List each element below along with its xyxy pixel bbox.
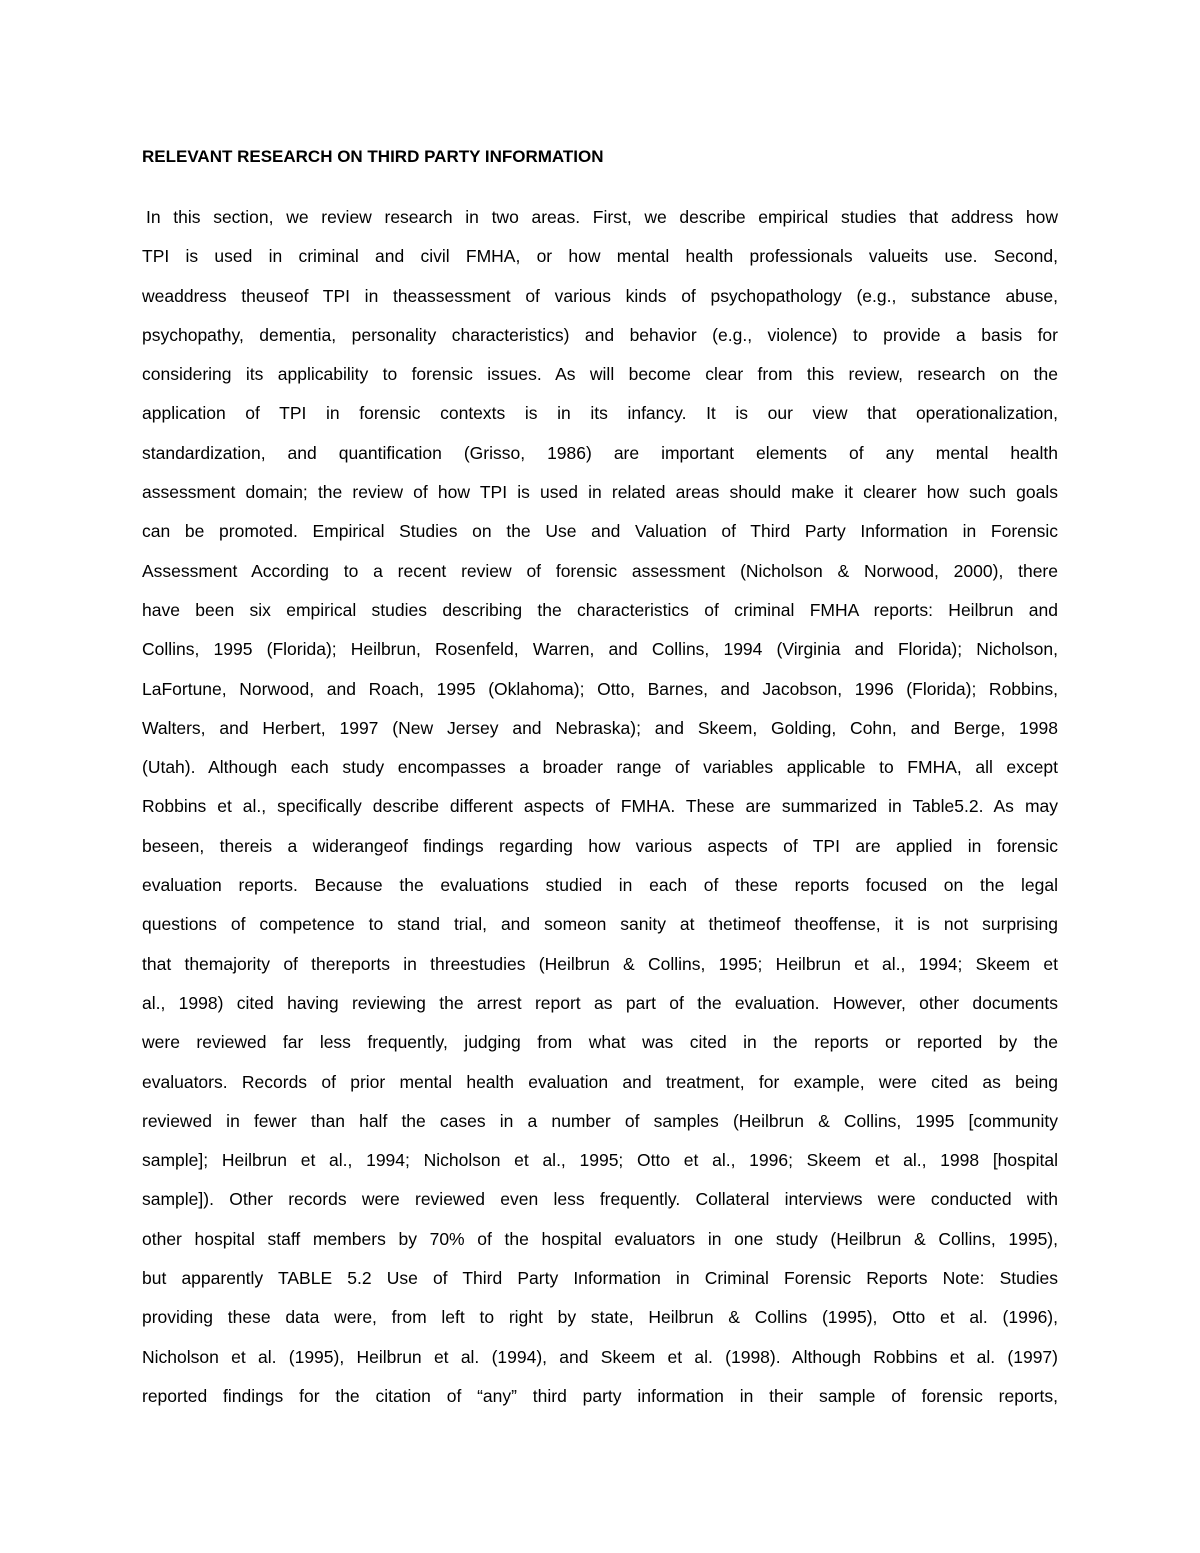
section-heading: RELEVANT RESEARCH ON THIRD PARTY INFORMATION (142, 147, 604, 166)
body-text (142, 198, 1058, 1416)
text-line: standardization, and quantification (Grisso, 1986) are important elements of any mental health (142, 442, 1058, 463)
text-line: evaluators. Records of prior mental health evaluation and treatment, for example, were cited as being (142, 1071, 1058, 1092)
text-line: assessment domain; the review of how TPI is used in related areas should make it clearer how such goals (142, 482, 1058, 503)
text-line: questions of competence to stand trial, and someon sanity at thetimeof theoffense, it is not surprising (142, 914, 1058, 935)
text-line: that themajority of thereports in threestudies (Heilbrun & Collins, 1995; Heilbrun et al., 1994; Skeem et (142, 953, 1058, 974)
text-line: al., 1998) cited having reviewing the arrest report as part of the evaluation. However, other documents (142, 992, 1058, 1013)
text-line: (Utah). Although each study encompasses a broader range of variables applicable to FMHA, all except (142, 757, 1058, 778)
text-line: psychopathy, dementia, personality characteristics) and behavior (e.g., violence) to provide a basis for (142, 324, 1058, 345)
text-line: Robbins et al., specifically describe different aspects of FMHA. These are summarized in Table5.2. As may (142, 796, 1058, 817)
text-line: sample]; Heilbrun et al., 1994; Nicholson et al., 1995; Otto et al., 1996; Skeem et al., 1998 [hospital (142, 1150, 1058, 1171)
text-line: TPI is used in criminal and civil FMHA, or how mental health professionals valueits use. Second, (142, 246, 1058, 267)
text-line: providing these data were, from left to right by state, Heilbrun & Collins (1995), Otto et al. (1996), (142, 1307, 1058, 1328)
text-line: can be promoted. Empirical Studies on the Use and Valuation of Third Party Information in Forensic (142, 521, 1058, 542)
text-line: considering its applicability to forensic issues. As will become clear from this review, research on the (142, 364, 1058, 385)
text-line: Nicholson et al. (1995), Heilbrun et al. (1994), and Skeem et al. (1998). Although Robbins et al. (1997) (142, 1346, 1058, 1367)
text-line: other hospital staff members by 70% of the hospital evaluators in one study (Heilbrun & Collins, 1995), (142, 1228, 1058, 1249)
text-line: have been six empirical studies describing the characteristics of criminal FMHA reports: Heilbrun and (142, 599, 1058, 620)
text-line: beseen, thereis a widerangeof findings regarding how various aspects of TPI are applied in forensic (142, 835, 1058, 856)
text-line: Assessment According to a recent review of forensic assessment (Nicholson & Norwood, 2000), there (142, 560, 1058, 581)
text-line: reported findings for the citation of “any” third party information in their sample of forensic reports, (142, 1385, 1058, 1406)
text-line: Walters, and Herbert, 1997 (New Jersey and Nebraska); and Skeem, Golding, Cohn, and Berge, 1998 (142, 717, 1058, 738)
text-line: In this section, we review research in two areas. First, we describe empirical studies that address how (146, 207, 1058, 227)
text-line: evaluation reports. Because the evaluations studied in each of these reports focused on the legal (142, 875, 1058, 896)
text-line: but apparently TABLE 5.2 Use of Third Party Information in Criminal Forensic Reports Note: Studies (142, 1268, 1058, 1289)
text-line: Collins, 1995 (Florida); Heilbrun, Rosenfeld, Warren, and Collins, 1994 (Virginia and Florida); Nicholson, (142, 639, 1058, 660)
text-line: application of TPI in forensic contexts is in its infancy. It is our view that operationalization, (142, 403, 1058, 424)
text-line: were reviewed far less frequently, judging from what was cited in the reports or reported by the (142, 1032, 1058, 1053)
text-line: LaFortune, Norwood, and Roach, 1995 (Oklahoma); Otto, Barnes, and Jacobson, 1996 (Florida); Robbins, (142, 678, 1058, 699)
text-line: sample]). Other records were reviewed even less frequently. Collateral interviews were conducted with (142, 1189, 1058, 1210)
text-line: reviewed in fewer than half the cases in a number of samples (Heilbrun & Collins, 1995 [community (142, 1110, 1058, 1131)
text-line: weaddress theuseof TPI in theassessment of various kinds of psychopathology (e.g., substance abuse, (142, 285, 1058, 306)
